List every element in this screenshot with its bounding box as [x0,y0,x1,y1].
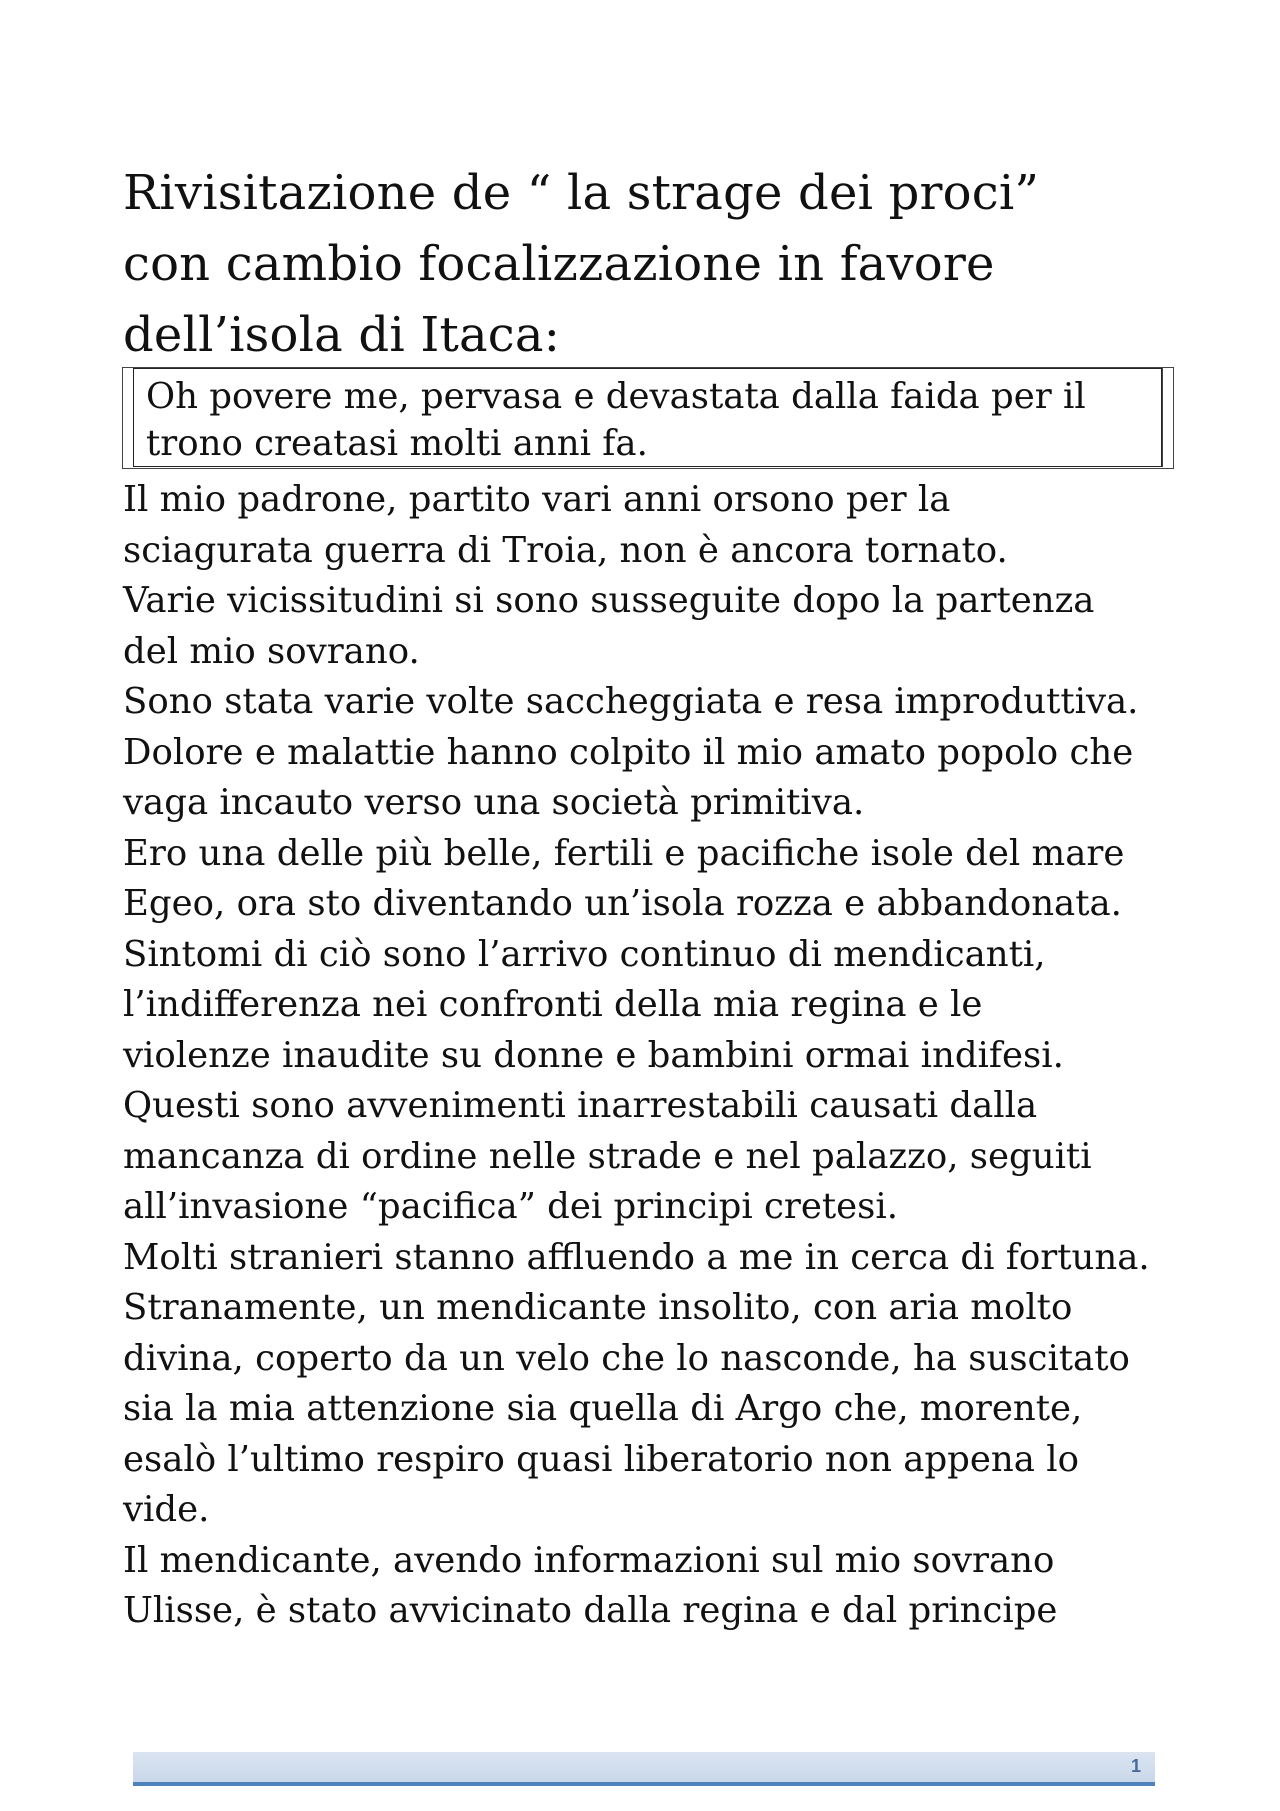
body-line: vaga incauto verso una società primitiva. [123,782,865,823]
body-line: Sintomi di ciò sono l’arrivo continuo di mendicanti, [123,933,1046,975]
body-line: Questi sono avvenimenti inarrestabili causati dalla [123,1085,1038,1126]
boxed-line: Oh povere me, pervasa e devastata dalla faida per il [146,376,1086,417]
body-line: violenze inaudite su donne e bambini ormai indifesi. [123,1034,1064,1076]
body-line: Stranamente, un mendicante insolito, con aria molto [123,1287,1073,1328]
body-line: Egeo, ora sto diventando un’isola rozza e abbandonata. [123,883,1122,924]
page-footer [133,1752,1155,1786]
title-line: Rivisitazione de “ la strage dei proci” [123,165,1040,221]
body-line: sia la mia attenzione sia quella di Argo che, morente, [123,1388,1083,1429]
body-line: Varie vicissitudini si sono susseguite dopo la partenza [123,580,1095,621]
boxed-paragraph-inner [133,368,1162,467]
body-line: Ulisse, è stato avvicinato dalla regina e dal principe [123,1590,1058,1631]
boxed-line: trono creatasi molti anni fa. [146,423,648,464]
page-number: 1 [1130,1756,1141,1776]
body-line: divina, coperto da un velo che lo nasconde, ha suscitato [123,1337,1130,1379]
boxed-paragraph [122,367,1174,469]
body-line: sciagurata guerra di Troia, non è ancora tornato. [123,529,1008,571]
body-line: del mio sovrano. [123,630,420,672]
body-line: Il mendicante, avendo informazioni sul mio sovrano [123,1539,1055,1581]
body-line: l’indifferenza nei confronti della mia regina e le [123,984,983,1025]
body-text [123,475,1183,1637]
body-line: all’invasione “pacifica” dei principi cretesi. [123,1186,899,1227]
body-line: mancanza di ordine nelle strade e nel palazzo, seguiti [123,1135,1092,1177]
body-line: Ero una delle più belle, fertili e pacifiche isole del mare [123,832,1125,874]
body-line: Sono stata varie volte saccheggiata e resa improduttiva. [123,681,1139,722]
title-line: dell’isola di Itaca: [123,307,561,363]
body-line: Il mio padrone, partito vari anni orsono per la [123,479,951,520]
title-line: con cambio focalizzazione in favore [123,236,995,292]
box-divider [1162,368,1163,467]
body-line: Dolore e malattie hanno colpito il mio amato popolo che [123,731,1134,773]
body-line: esalò l’ultimo respiro quasi liberatorio non appena lo [123,1438,1079,1480]
document-title [123,158,1123,371]
body-line: vide. [123,1489,210,1530]
body-line: Molti stranieri stanno affluendo a me in cerca di fortuna. [123,1236,1150,1278]
